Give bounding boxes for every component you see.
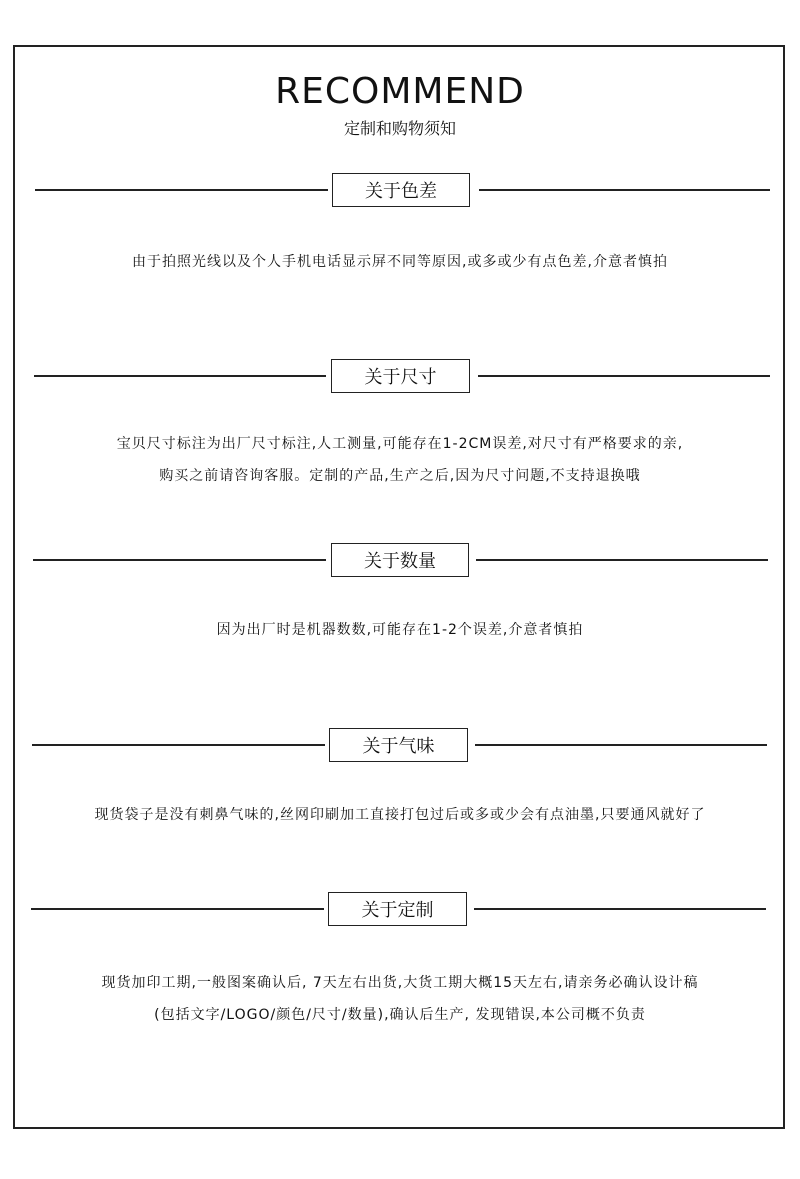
divider-right (476, 559, 768, 561)
text-line: 因为出厂时是机器数数,可能存在1-2个误差,介意者慎拍 (216, 622, 584, 638)
page-title: RECOMMEND (275, 71, 525, 112)
section-title-box: 关于尺寸 (331, 359, 470, 393)
section-heading-quantity (0, 543, 800, 577)
section-heading-color (0, 173, 800, 207)
section-title-box: 关于数量 (331, 543, 469, 577)
section-heading-smell (0, 728, 800, 762)
divider-left (33, 559, 326, 561)
text-line: 购买之前请咨询客服。定制的产品,生产之后,因为尺寸问题,不支持退换哦 (159, 468, 641, 484)
divider-left (35, 189, 328, 191)
text-line: 现货袋子是没有刺鼻气味的,丝网印刷加工直接打包过后或多或少会有点油墨,只要通风就好了 (94, 807, 706, 823)
page-subtitle: 定制和购物须知 (343, 119, 456, 138)
section-heading-custom (0, 892, 800, 926)
text-line: (包括文字/LOGO/颜色/尺寸/数量),确认后生产, 发现错误,本公司概不负责 (154, 1007, 646, 1023)
text-line: 现货加印工期,一般图案确认后, 7天左右出货,大货工期大概15天左右,请亲务必确认设计稿 (101, 975, 699, 991)
text-line: 由于拍照光线以及个人手机电话显示屏不同等原因,或多或少有点色差,介意者慎拍 (132, 254, 668, 270)
divider-right (478, 375, 770, 377)
divider-right (474, 908, 766, 910)
section-title-box: 关于气味 (329, 728, 468, 762)
section-title-box: 关于色差 (332, 173, 470, 207)
section-heading-size (0, 359, 800, 393)
section-text-size (20, 428, 780, 492)
divider-left (34, 375, 326, 377)
text-line: 宝贝尺寸标注为出厂尺寸标注,人工测量,可能存在1-2CM误差,对尺寸有严格要求的亲, (116, 436, 684, 452)
divider-right (475, 744, 767, 746)
section-text-smell (20, 799, 780, 831)
section-text-custom (20, 967, 780, 1031)
divider-left (32, 744, 325, 746)
section-text-quantity (20, 614, 780, 646)
section-text-color (20, 246, 780, 278)
divider-left (31, 908, 324, 910)
divider-right (479, 189, 770, 191)
section-title-box: 关于定制 (328, 892, 467, 926)
